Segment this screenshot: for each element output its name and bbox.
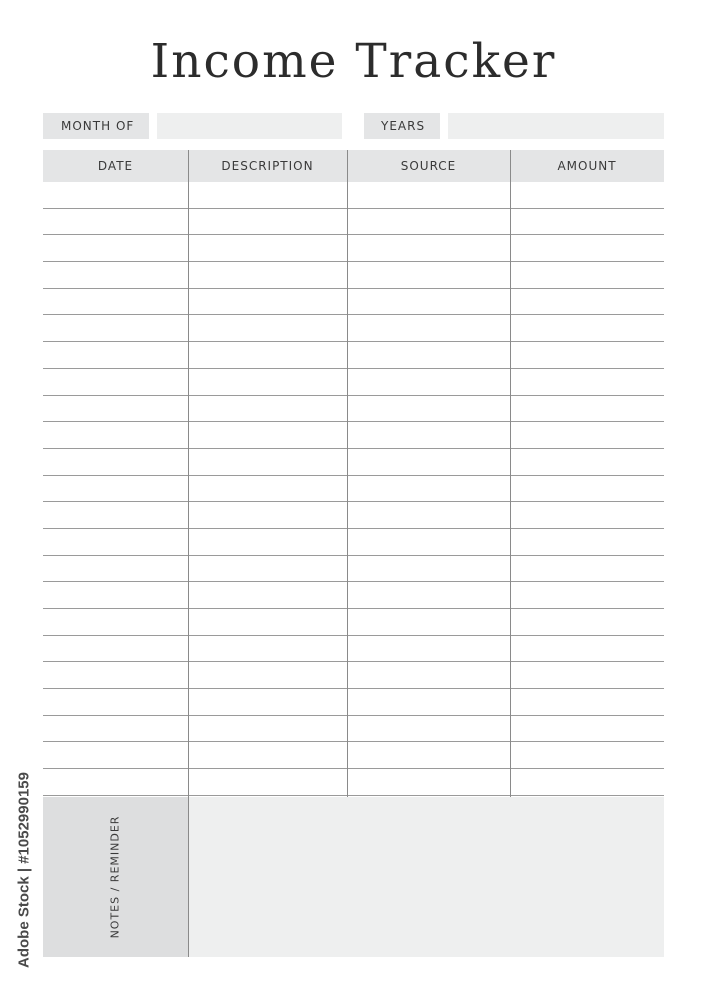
table-row[interactable] — [43, 476, 664, 503]
table-row[interactable] — [43, 502, 664, 529]
table-row[interactable] — [43, 769, 664, 796]
income-table — [43, 150, 664, 797]
table-row[interactable] — [43, 289, 664, 316]
column-divider — [510, 150, 511, 797]
watermark-id — [8, 755, 40, 985]
column-header-date: DATE — [97, 159, 134, 173]
table-row[interactable] — [43, 529, 664, 556]
column-header-amount: AMOUNT — [557, 159, 617, 173]
table-row[interactable] — [43, 609, 664, 636]
notes-divider — [188, 797, 189, 957]
table-row[interactable] — [43, 556, 664, 583]
years-label-text: YEARS — [381, 119, 426, 133]
table-row[interactable] — [43, 369, 664, 396]
table-row[interactable] — [43, 689, 664, 716]
month-label — [43, 113, 149, 139]
notes-label-panel — [43, 797, 188, 957]
table-row[interactable] — [43, 742, 664, 769]
years-field[interactable] — [448, 113, 664, 139]
table-body — [43, 182, 664, 796]
table-row[interactable] — [43, 582, 664, 609]
table-row[interactable] — [43, 235, 664, 262]
column-divider — [188, 150, 189, 797]
page-title: Income Tracker — [150, 34, 557, 89]
table-row[interactable] — [43, 449, 664, 476]
column-header-source: SOURCE — [400, 159, 457, 173]
table-row[interactable] — [43, 396, 664, 423]
watermark-id-text: Adobe Stock | #1052990159 — [15, 772, 33, 968]
table-row[interactable] — [43, 716, 664, 743]
table-row[interactable] — [43, 662, 664, 689]
table-row[interactable] — [43, 209, 664, 236]
table-row[interactable] — [43, 262, 664, 289]
table-row[interactable] — [43, 342, 664, 369]
month-field[interactable] — [157, 113, 342, 139]
column-divider — [347, 150, 348, 797]
table-row[interactable] — [43, 422, 664, 449]
table-row[interactable] — [43, 182, 664, 209]
column-header-description: DESCRIPTION — [221, 159, 314, 173]
table-header-row — [43, 150, 664, 182]
years-label — [364, 113, 440, 139]
notes-label: NOTES / REMINDER — [108, 815, 122, 939]
month-label-text: MONTH OF — [61, 119, 135, 133]
table-row[interactable] — [43, 315, 664, 342]
notes-field[interactable] — [189, 797, 664, 957]
table-row[interactable] — [43, 636, 664, 663]
